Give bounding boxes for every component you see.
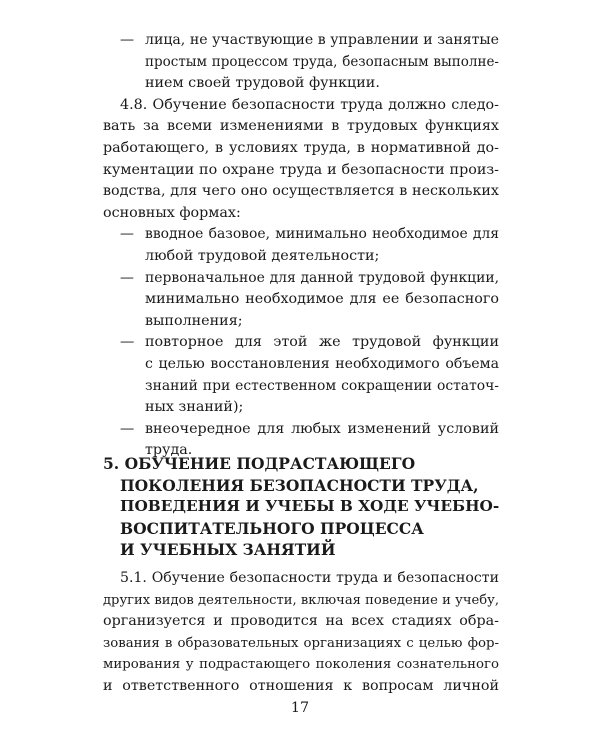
list-item-line: ных знаний); (145, 399, 244, 416)
section-heading (103, 453, 499, 561)
dash-marker: — (120, 420, 135, 437)
paragraph-line: мирования у подрастающего поколения сознательного (103, 657, 499, 673)
dash-marker: — (120, 32, 135, 48)
list-item-line: труда. (145, 442, 193, 459)
list-item-line: минимально необходимое для ее безопасного (145, 291, 499, 308)
dash-marker: — (120, 269, 134, 286)
paragraph-line: и ответственного отношения к вопросам личной (103, 677, 499, 694)
heading-line: И УЧЕБНЫХ ЗАНЯТИЙ (120, 540, 336, 560)
list-item-line: — вводное базовое, минимально необходимое для (103, 224, 499, 246)
page-number: 17 (290, 700, 310, 716)
paragraph-line: 4.8. Обучение безопасности труда должно следо- (120, 96, 499, 113)
list-item (103, 224, 499, 267)
list-item (103, 30, 499, 95)
list-item-line: любой трудовой деятельности; (145, 247, 380, 264)
heading-line: ПОВЕДЕНИЯ И УЧЕБЫ В ХОДЕ УЧЕБНО- (120, 497, 500, 516)
paragraph-line: других видов деятельности, включая поведение и учебу, (103, 592, 499, 608)
heading-line: ПОКОЛЕНИЯ БЕЗОПАСНОСТИ ТРУДА, (120, 475, 479, 495)
list-item (103, 332, 499, 418)
list-item-line: с целью восстановления необходимого объема (145, 355, 499, 372)
paragraph-line: работающего, в условиях труда, в нормативной до- (103, 139, 499, 156)
list-item-line: выполнения; (145, 312, 243, 329)
paragraph-4-8 (103, 95, 499, 225)
paragraph-line: водства, для чего оно осуществляется в нескольких (103, 183, 499, 200)
dash-marker: — (120, 226, 134, 243)
paragraph-line: организуется и проводится на всех стадиях обра- (103, 613, 499, 630)
paragraph-line: основных формах: (103, 204, 241, 221)
paragraph-line: 5.1. Обучение безопасности труда и безопасности (120, 570, 499, 586)
dash-marker: — (120, 334, 135, 351)
paragraph-line: зования в образовательных организациях с целью фор- (103, 635, 499, 651)
heading-line: ВОСПИТАТЕЛЬНОГО ПРОЦЕССА (120, 518, 424, 538)
list-item-line: простым процессом труда, безопасным выполне- (145, 53, 499, 70)
paragraph-line: вать за всеми изменениями в трудовых функциях (103, 118, 499, 135)
list-item-line: — первоначальное для данной трудовой функции, (103, 268, 499, 290)
list-item-line: — лица, не участвующие в управлении и занятые (103, 30, 499, 52)
list-item-line: нием своей трудовой функции. (145, 75, 380, 92)
heading-line: 5. ОБУЧЕНИЕ ПОДРАСТАЮЩЕГО (103, 454, 416, 473)
list-item-line: — повторное для этой же трудовой функции (103, 332, 499, 354)
page-body (103, 30, 499, 462)
paragraph-5-1 (103, 568, 499, 698)
list-item (103, 268, 499, 333)
list-item-line: знаний при естественном сокращении остаточ- (145, 377, 499, 394)
paragraph-line: кументации по охране труда и безопасности произ- (103, 161, 499, 178)
list-item-line: — внеочередное для любых изменений условий (103, 419, 499, 441)
